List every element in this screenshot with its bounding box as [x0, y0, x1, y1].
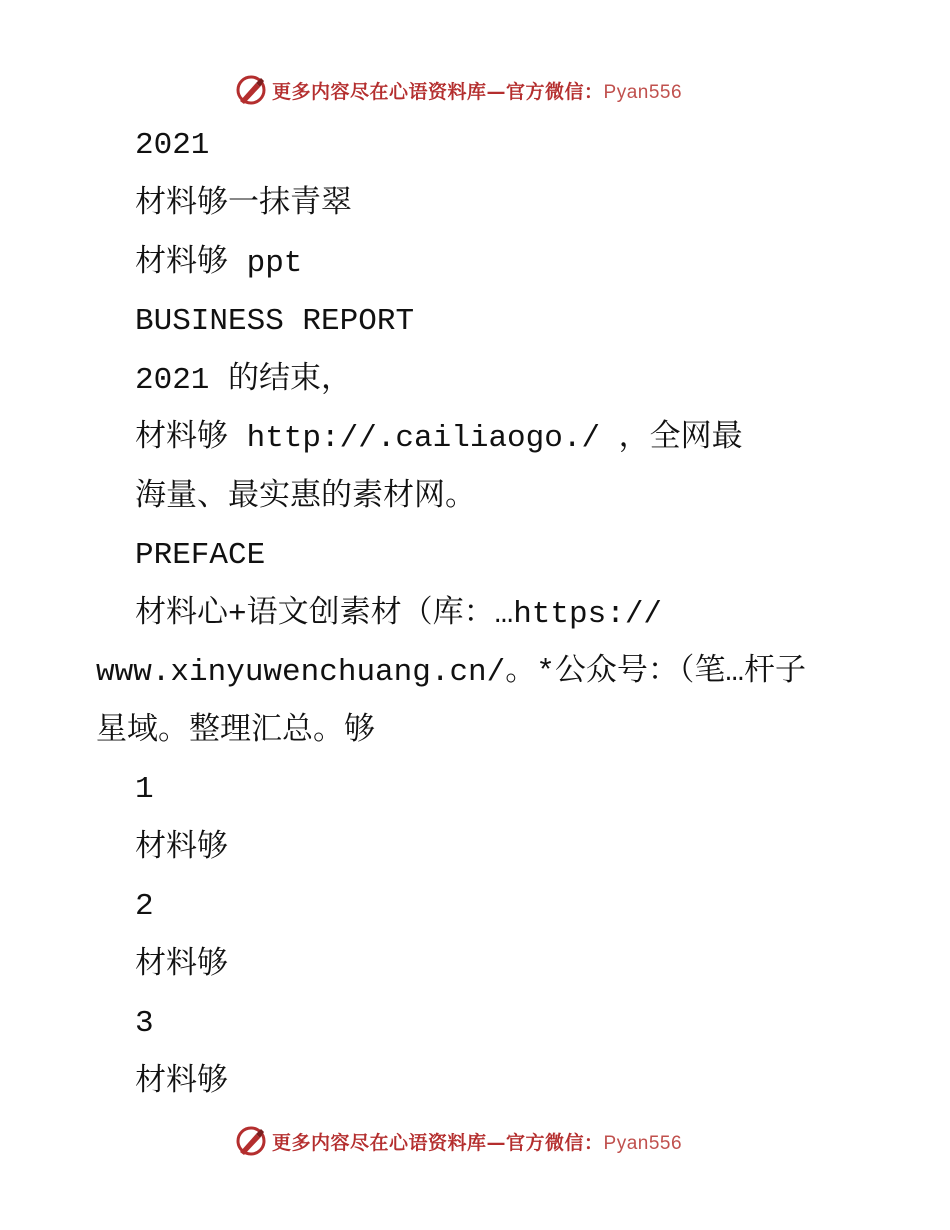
- body-line: 材料够 http://.cailiaogo./ ，全网最: [135, 421, 743, 456]
- body-line: 材料心+语文创素材（库：…https://: [135, 597, 663, 632]
- body-line: 材料够: [135, 1065, 228, 1100]
- body-line: 材料够 ppt: [135, 246, 303, 281]
- header-banner-text: [272, 77, 682, 104]
- body-line: 2: [135, 889, 154, 924]
- body-line: 2021 的结束，: [135, 363, 353, 398]
- body-line: www.xinyuwenchuang.cn/。*公众号：（笔…杆子: [96, 655, 806, 690]
- footer-banner-text: [272, 1128, 682, 1155]
- footer-banner-wechat: Pyan556: [603, 1132, 683, 1154]
- body-line: 材料够: [135, 948, 228, 983]
- header-banner: [234, 72, 682, 108]
- pen-logo-icon: [234, 1124, 268, 1158]
- footer-banner-label: 更多内容尽在心语资料库—官方微信：: [272, 1131, 604, 1154]
- body-line: PREFACE: [135, 538, 266, 573]
- pen-logo-icon: [234, 73, 268, 107]
- body-line: 星域。整理汇总。够: [96, 714, 375, 749]
- header-banner-wechat: Pyan556: [603, 81, 683, 103]
- body-line: 2021: [135, 128, 210, 163]
- body-line: 材料够一抹青翠: [135, 187, 352, 222]
- footer-banner: [234, 1123, 682, 1159]
- body-line: 1: [135, 772, 154, 807]
- header-banner-label: 更多内容尽在心语资料库—官方微信：: [272, 80, 604, 103]
- body-line: BUSINESS REPORT: [135, 304, 415, 339]
- body-line: 3: [135, 1006, 154, 1041]
- body-line: 材料够: [135, 831, 228, 866]
- body-line: 海量、最实惠的素材网。: [135, 480, 476, 515]
